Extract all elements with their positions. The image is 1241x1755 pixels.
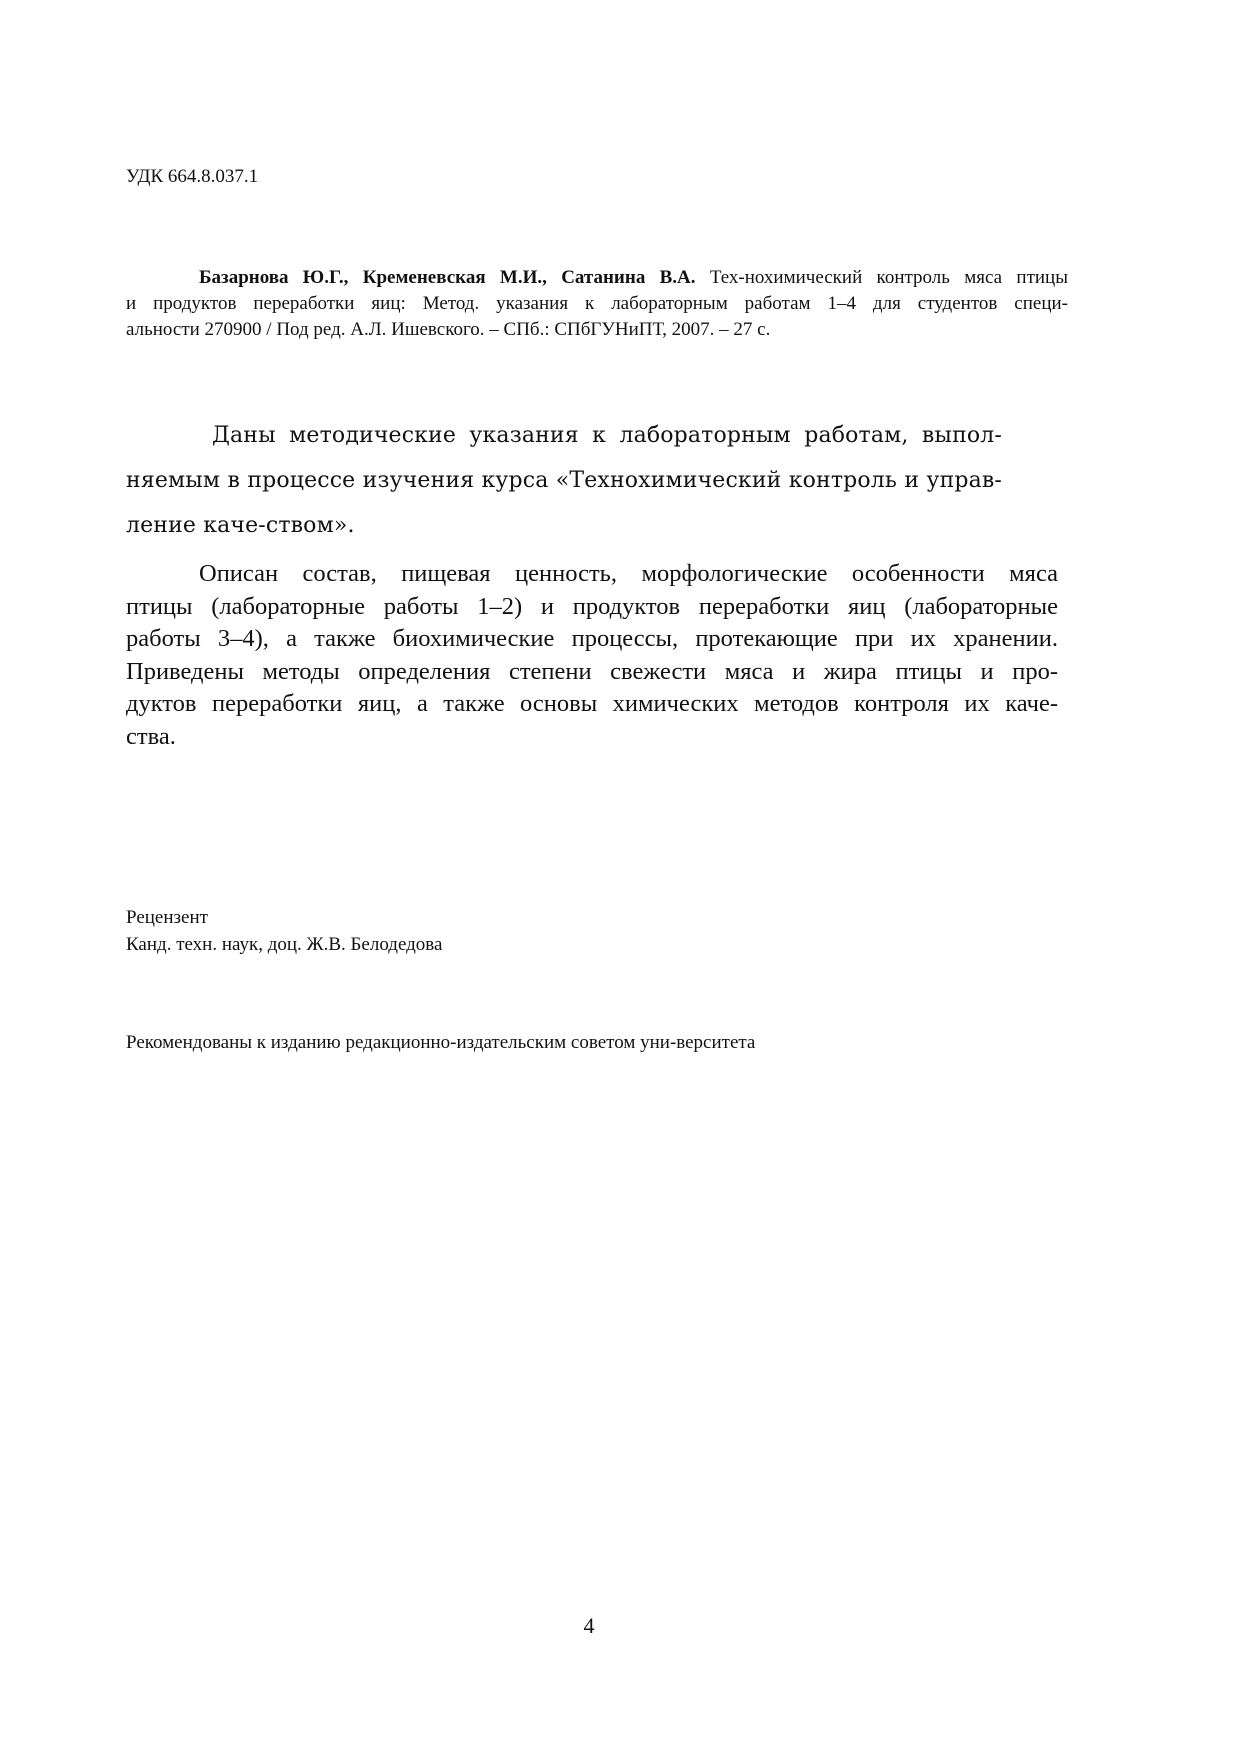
annotation-2-line: Приведены методы определения степени свежести мяса и жира птицы и про- xyxy=(126,657,1058,685)
reviewer-label: Рецензент xyxy=(126,907,208,928)
annotation-2-line: ства. xyxy=(126,722,176,750)
bibliographic-description xyxy=(126,265,1068,343)
authors: Базарнова Ю.Г., Кременевская М.И., Сатанина В.А. xyxy=(199,267,696,288)
udk-code: УДК 664.8.037.1 xyxy=(126,166,259,187)
annotation-paragraph-2 xyxy=(126,558,1058,753)
reviewer-name: Канд. техн. наук, доц. Ж.В. Белодедова xyxy=(126,934,443,955)
publication-recommendation: Рекомендованы к изданию редакционно-издательским советом уни-верситета xyxy=(126,1032,756,1053)
annotation-2-line: работы 3–4), а также биохимические процессы, протекающие при их хранении. xyxy=(126,625,1058,652)
annotation-2-line: дуктов переработки яиц, а также основы химических методов контроля их каче- xyxy=(126,690,1058,717)
annotation-1-line: няемым в процессе изучения курса «Технохимический контроль и управ- xyxy=(126,468,1002,493)
annotation-1-line: ление каче-ством». xyxy=(126,513,355,538)
annotation-2-line: Описан состав, пищевая ценность, морфологические особенности мяса xyxy=(199,560,1058,587)
annotation-2-line: птицы (лабораторные работы 1–2) и продуктов переработки яиц (лабораторные xyxy=(126,592,1058,620)
annotation-paragraph-1 xyxy=(126,413,1002,548)
biblio-title: Тех-нохимический контроль мяса птицы xyxy=(695,267,1068,288)
biblio-line-2: и продуктов переработки яиц: Метод. указания к лабораторным работам 1–4 для студентов специ- xyxy=(126,293,1068,314)
biblio-line-1 xyxy=(126,265,1068,291)
annotation-1-line: Даны методические указания к лабораторным работам, выпол- xyxy=(212,423,1002,448)
biblio-line-3: альности 270900 / Под ред. А.Л. Ишевского. – СПб.: СПбГУНиПТ, 2007. – 27 с. xyxy=(126,319,771,340)
page-number: 4 xyxy=(583,1613,595,1638)
